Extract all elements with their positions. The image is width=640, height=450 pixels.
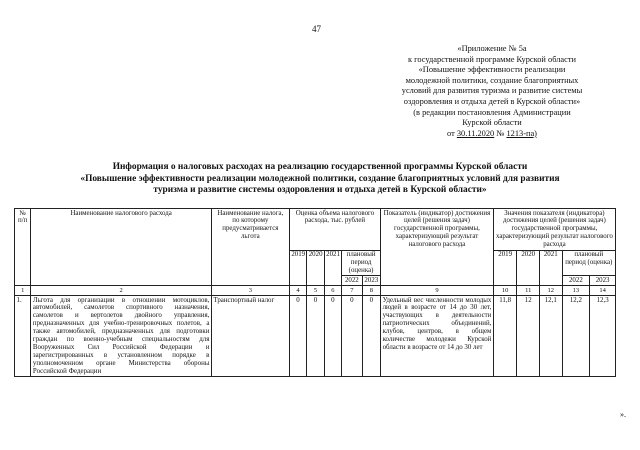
row-est-2022: 0 [342, 296, 363, 377]
row-est-2020: 0 [307, 296, 324, 377]
row-est-2021: 0 [324, 296, 341, 377]
page-number: 47 [312, 24, 321, 34]
column-number: 9 [381, 286, 494, 296]
column-number: 5 [307, 286, 324, 296]
column-number: 6 [324, 286, 341, 296]
header-estimate: Оценка объема налогового расхода, тыс. рублей [289, 209, 380, 251]
appendix-line: (в редакции постановления Администрации [413, 107, 571, 117]
document-title [60, 162, 580, 197]
column-number: 7 [342, 286, 363, 296]
row-est-2019: 0 [289, 296, 306, 377]
appendix-date-line [368, 129, 616, 140]
column-number: 4 [289, 286, 306, 296]
header-est-planned: плановый период (оценка) [342, 250, 381, 276]
title-line: Информация о налоговых расходах на реализацию государственной программы Курской области [112, 162, 528, 172]
column-number: 10 [493, 286, 517, 296]
header-tax-expense-name: Наименование налогового расхода [31, 209, 211, 286]
column-number: 11 [517, 286, 540, 296]
row-indicator: Удельный вес численности молодых людей в возрасте от 14 до 30 лет, участвующих в деятельности патриотических объединений, клубов, центров, в общем количестве молодежи Курской области в возрасте от 14 до 30 лет [381, 296, 494, 377]
header-val-2019: 2019 [493, 250, 517, 286]
appendix-line: «Повышение эффективности реализации [418, 65, 566, 75]
closing-quote-mark: ». [620, 410, 626, 419]
header-val-2022: 2022 [562, 276, 590, 286]
title-line: «Повышение эффективности реализации молодежной политики, создание благоприятных условий для развития [80, 173, 560, 184]
row-tax-name: Транспортный налог [211, 296, 289, 377]
header-val-planned: плановый период (оценка) [562, 250, 615, 276]
row-est-2023: 0 [362, 296, 380, 377]
tax-expenses-table [14, 208, 616, 377]
header-est-2019: 2019 [289, 250, 306, 286]
header-val-2020: 2020 [517, 250, 540, 286]
row-val-2022: 12,2 [562, 296, 590, 377]
appendix-line: «Приложение № 5а [457, 44, 527, 53]
header-values: Значения показателя (индикатора) достижения целей (решения задач) государственной программы, характеризующий результат налогового расхода [493, 209, 615, 251]
resolution-date: 30.11.2020 [456, 128, 495, 138]
appendix-line: Курской области [462, 118, 522, 128]
column-number: 13 [562, 286, 590, 296]
row-val-2021: 12,1 [539, 296, 562, 377]
resolution-number: 1213-па) [506, 128, 537, 138]
column-number: 14 [590, 286, 616, 296]
column-number: 12 [539, 286, 562, 296]
appendix-header [368, 44, 616, 139]
column-number: 3 [211, 286, 289, 296]
header-est-2021: 2021 [324, 250, 341, 286]
appendix-line: условий для развития туризма и развитие системы [401, 86, 583, 96]
table-row [15, 296, 616, 377]
header-est-2020: 2020 [307, 250, 324, 286]
header-est-2023: 2023 [362, 276, 380, 286]
header-val-2021: 2021 [539, 250, 562, 286]
header-est-2022: 2022 [342, 276, 363, 286]
row-num: 1. [15, 296, 31, 377]
row-val-2020: 12 [517, 296, 540, 377]
row-val-2019: 11,8 [493, 296, 517, 377]
row-tax-expense-name: Льгота для организации в отношении мотоциклов, автомобилей, самолетов спортивного назначения, самолетов и вертолетов двойного управления, предназначенных для учебно-тренировочных полетов, а также автомобилей, предназначенных для подготовки граждан по военно-учебным специальностям для Вооруженных Сил Российской Федерации и зарегистрированных в установленном порядке в уполномоченном органе Министерства обороны Российской Федерации [32, 296, 210, 375]
appendix-line: к государственной программе Курской области [408, 54, 576, 64]
title-line: туризма и развитие системы оздоровления и отдыха детей в Курской области» [153, 185, 487, 196]
column-number: 1 [15, 286, 31, 296]
header-val-2023: 2023 [590, 276, 616, 286]
header-indicator: Показатель (индикатор) достижения целей (решения задач) государственной программы, характеризующий результат налогового расхода [381, 209, 494, 286]
number-prefix: № [496, 128, 505, 138]
header-tax-name: Наименование налога, по которому предусматривается льгота [211, 209, 289, 286]
date-prefix: от [447, 128, 455, 138]
column-number: 8 [362, 286, 380, 296]
column-number: 2 [31, 286, 211, 296]
header-num: № п/п [15, 209, 31, 286]
appendix-line: оздоровления и отдыха детей в Курской области» [403, 96, 581, 106]
row-val-2023: 12,3 [590, 296, 616, 377]
appendix-line: молодежной политики, создание благоприятных [405, 75, 579, 85]
